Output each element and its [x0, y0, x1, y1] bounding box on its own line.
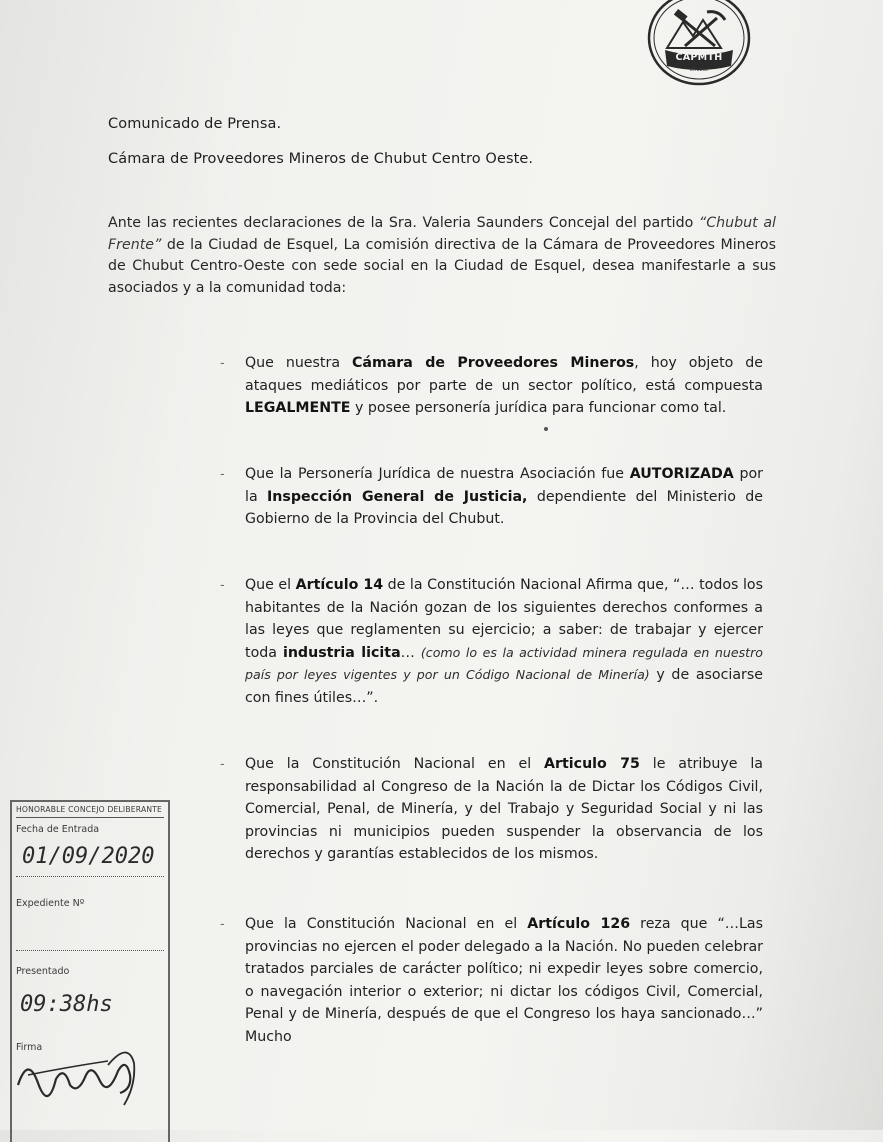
item-bold: AUTORIZADA: [629, 466, 734, 482]
list-item: [220, 913, 763, 1048]
item-text: …: [400, 644, 421, 661]
item-text: Que nuestra: [245, 355, 352, 371]
item-bold: LEGALMENTE: [245, 400, 351, 416]
bullet-marker: -: [220, 467, 225, 482]
stamp-header: HONORABLE CONCEJO DELIBERANTE: [16, 805, 164, 818]
item-bold: Artículo 126: [527, 916, 631, 932]
item-text: Que el: [245, 577, 296, 593]
bullet-marker: -: [220, 917, 225, 932]
item-bold: Articulo 75: [544, 756, 640, 772]
item-text: y posee personería jurídica para funcionar como tal.: [350, 400, 727, 416]
intro-text-continued: de la Ciudad de Esquel, La comisión directiva de la Cámara de Proveedores Mineros de Chubut Centro-Oeste con sede social en la Ciudad de Esquel, desea manifestarle a sus asociados y a la comunidad toda:: [108, 236, 776, 296]
organization-logo: [645, 0, 753, 86]
ink-speck: [544, 427, 548, 431]
item-text: , hoy objeto de ataques mediáticos por parte de un sector político, está compuesta: [245, 355, 763, 394]
stamp-divider: [16, 950, 164, 951]
handwritten-signature: [8, 1045, 138, 1115]
stamp-file-label: Expediente Nº: [16, 898, 85, 909]
stamp-date-label: Fecha de Entrada: [16, 824, 100, 835]
document-title: Comunicado de Prensa.: [108, 116, 282, 132]
item-bold: industria licita: [282, 644, 401, 661]
item-bold: Inspección General de Justicia,: [267, 488, 528, 505]
item-text: y de asociarse con fines útiles…”.: [245, 667, 763, 706]
list-item: [220, 463, 764, 531]
item-text: reza que “…Las provincias no ejercen el poder delegado a la Nación. No pueden celebrar tratados parciales de carácter político; ni expedir leyes sobre comercio, o navegación interior o exterior; ni dictar los códigos Civil, Comercial, Penal y de Minería, después de que el Congreso los haya sancionado…” Mucho: [245, 916, 763, 1045]
bullet-marker: -: [220, 578, 225, 593]
item-bold: Cámara de Proveedores Mineros: [351, 355, 635, 371]
logo-subtext: Chubut: [689, 67, 709, 73]
intro-paragraph: [108, 213, 776, 299]
list-item: [220, 753, 763, 866]
party-name: “Chubut al Frente”: [108, 215, 776, 253]
item-text: le atribuye la responsabilidad al Congreso de la Nación la de Dictar los Códigos Civil, Comercial, Penal, de Minería, y del Trabajo y Seguridad Social y ni las provincias ni municipios pueden suspender la observancia de los derechos y garantías establecidos de los mismos.: [245, 756, 763, 862]
bullet-marker: -: [220, 356, 225, 371]
stamp-time-value: 09:38hs: [20, 992, 113, 1017]
item-bold: Artículo 14: [295, 577, 384, 593]
mining-tools-seal-icon: [645, 0, 753, 86]
list-item: [220, 352, 763, 420]
list-item: [220, 574, 763, 709]
item-text: por la: [245, 466, 763, 505]
stamp-date-value: 01/09/2020: [22, 844, 155, 869]
item-text: de la Constitución Nacional Afirma que, “… todos los habitantes de la Nación gozan de los siguientes derechos conformes a las leyes que reglamenten su ejercicio; a saber: de trabajar y ejercer toda: [245, 577, 763, 661]
item-text: dependiente del Ministerio de Gobierno de la Provincia del Chubut.: [245, 488, 764, 527]
intro-text: Ante las recientes declaraciones de la Sra. Valeria Saunders Concejal del partido: [108, 215, 699, 231]
stamp-presented-label: Presentado: [16, 966, 70, 977]
stamp-divider: [16, 876, 164, 877]
item-text: Que la Constitución Nacional en el: [245, 756, 545, 772]
logo-text: CAPMTH: [675, 52, 723, 63]
organization-name: Cámara de Proveedores Mineros de Chubut Centro Oeste.: [108, 151, 534, 167]
bullet-marker: -: [220, 757, 225, 772]
stamp-signature-label: Firma: [16, 1042, 43, 1053]
item-text: Que la Personería Jurídica de nuestra Asociación fue: [245, 466, 630, 482]
item-text: Que la Constitución Nacional en el: [245, 916, 528, 932]
item-italic: (como lo es la actividad minera regulada en nuestro país por leyes vigentes y por un Código Nacional de Minería): [245, 644, 763, 682]
